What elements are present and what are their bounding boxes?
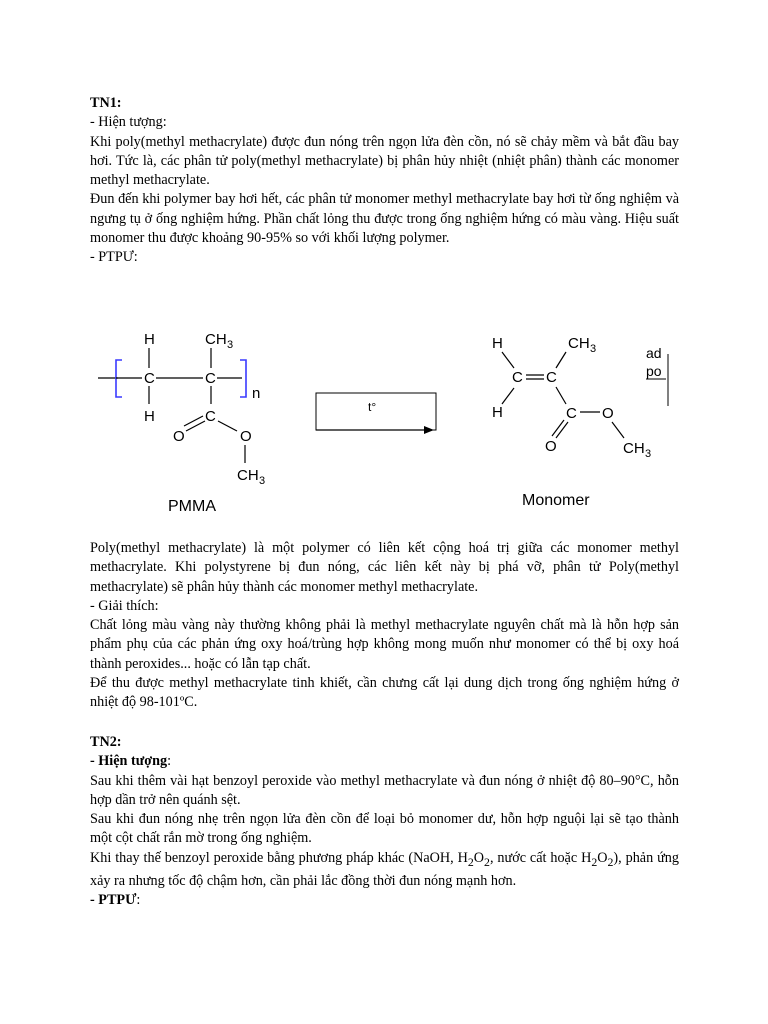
pmma-hydrogen-bottom: H [144,408,155,425]
tn1-explain-label: - Giải thích: [90,597,159,614]
monomer-carbon-2: C [546,369,557,386]
cut-text-1: ad [646,345,662,361]
tn2-paragraph-2: Sau khi đun nóng nhẹ trên ngọn lửa đèn cồn để loại bỏ monomer dư, hỗn hợp nguội lại sẽ tạo thành một cột chất rắn mờ trong ống nghiệm. [90,811,679,847]
pmma-methyl-bottom-sub: 3 [259,475,266,487]
monomer-carbon-1: C [512,369,523,386]
reaction-diagram [90,318,680,528]
pmma-label: PMMA [168,498,216,515]
tn1-heading: TN1: [90,95,122,111]
monomer-carbonyl-bond-b [552,420,564,436]
monomer-carbonyl-bond-a [556,422,568,438]
monomer-hydrogen-top: H [492,335,503,352]
monomer-bond-methyl [556,352,566,368]
cut-text-2: po [646,363,662,379]
pmma-carbon-3: C [205,408,216,425]
monomer-label: Monomer [522,492,590,509]
monomer-bond-h-bottom [502,388,514,404]
tn1-after-reaction: Poly(methyl methacrylate) là một polymer có liên kết cộng hoá trị giữa các monomer methyl methacrylate. Khi polystyrene bị đun nóng, các liên kết này bị phá vỡ, phân tử Poly(methyl methacrylate) sẽ phân hủy thành các monomer methyl methacrylate. [90,540,679,595]
pmma-oxygen-ether: O [240,428,252,445]
tn1-explanation-section [90,539,679,713]
monomer-oxygen-carbonyl: O [545,438,557,455]
tn2-phenomenon-label: - Hiện tượng [90,753,168,770]
tn2-p3-d: H [581,849,592,866]
tn2-phenomenon-colon: : [167,753,172,770]
tn2-ptpu-line [90,891,679,910]
tn1-explain-1: Chất lỏng màu vàng này thường không phải là methyl methacrylate nguyên chất mà là hỗn hợp sản phẩm phụ của các phản ứng oxy hoá/trùng hợp không mong muốn như monomer có thể bị oxy hoá thành peroxides... hoặc có lẫn tạp chất. [90,617,679,672]
tn2-heading: TN2: [90,734,122,750]
monomer-hydrogen-bottom: H [492,404,503,421]
tn1-phenomenon-label: - Hiện tượng: [90,114,167,131]
pmma-double-bond-b [184,416,203,426]
tn1-ptpu-label: - PTPƯ: [90,249,138,266]
pmma-hydrogen-top: H [144,331,155,348]
pmma-n-subscript: n [252,385,261,402]
pmma-double-bond-a [186,421,205,431]
tn2-section [90,733,679,911]
monomer-bond-och3 [612,422,624,438]
reaction-arrow-head [424,426,434,434]
tn1-paragraph-1: Khi poly(methyl methacrylate) được đun nóng trên ngọn lửa đèn cồn, nó sẽ chảy mềm và bắt đầu bay hơi. Tức là, các phân tử poly(methyl methacrylate) bị phân hủy nhiệt (nhiệt phân) thành các monomer methyl methacrylate. [90,133,679,189]
pmma-methyl-top-sub: 3 [227,339,234,351]
pmma-bond-o [218,421,237,431]
pmma-methyl-bottom-ch: CH [237,467,259,484]
tn2-p3-sub1: 2 [467,854,474,869]
pmma-methyl-top-ch: CH [205,331,227,348]
monomer-methyl-top-sub: 3 [590,343,597,355]
tn2-p3-sub2: 2 [484,854,490,869]
monomer-oxygen-ether: O [602,405,614,422]
tn2-p3-e: O [597,849,608,866]
tn2-p3-c: , nước cất hoặc [489,849,578,866]
tn2-paragraph-1: Sau khi thêm vài hạt benzoyl peroxide vào methyl methacrylate và đun nóng ở nhiệt độ 80–90°C, hỗn hợp dần trở nên quánh sệt. [90,772,679,808]
pmma-carbon-1: C [144,370,155,387]
tn2-p3-sub3: 2 [591,854,598,869]
monomer-bond-ester [556,387,566,404]
monomer-methyl-bottom-sub: 3 [645,448,652,460]
tn2-p3-sub4: 2 [607,854,614,869]
tn1-explain-2: Để thu được methyl methacrylate tinh khiết, cần chưng cất lại dung dịch trong ống nghiệm hứng ở nhiệt độ 98-101ºC. [90,675,679,711]
arrow-label: t° [368,400,377,414]
tn2-ptpu-colon: : [136,892,141,909]
tn2-p3-a: Khi thay thế benzoyl peroxide bằng phương pháp khác (NaOH, H [90,849,468,866]
pmma-carbon-2: C [205,370,216,387]
monomer-carbon-3: C [566,405,577,422]
tn2-p3-b: O [473,849,485,866]
tn1-section [90,94,679,268]
tn2-ptpu-label: - PTPƯ [90,892,137,909]
monomer-methyl-top-ch: CH [568,335,590,352]
tn2-paragraph-3 [90,849,679,891]
reaction-svg [90,318,680,528]
tn2-p3-f: ), phản ứng xảy ra nhưng tốc độ chậm hơn, cần phải lắc đồng thời đun nóng mạnh hơn. [90,849,679,889]
tn1-paragraph-2: Đun đến khi polymer bay hơi hết, các phân tử monomer methyl methacrylate bay hơi từ ống nghiệm và ngưng tụ ở ống nghiệm hứng. Phần chất lỏng thu được trong ống nghiệm hứng có màu vàng. Hiệu suất monomer thu được khoảng 90-95% so với khối lượng polymer. [90,191,679,247]
monomer-bond-h-top [502,352,514,368]
pmma-oxygen-carbonyl: O [173,428,185,445]
monomer-methyl-bottom-ch: CH [623,440,645,457]
tn2-phenomenon-line [90,752,679,771]
